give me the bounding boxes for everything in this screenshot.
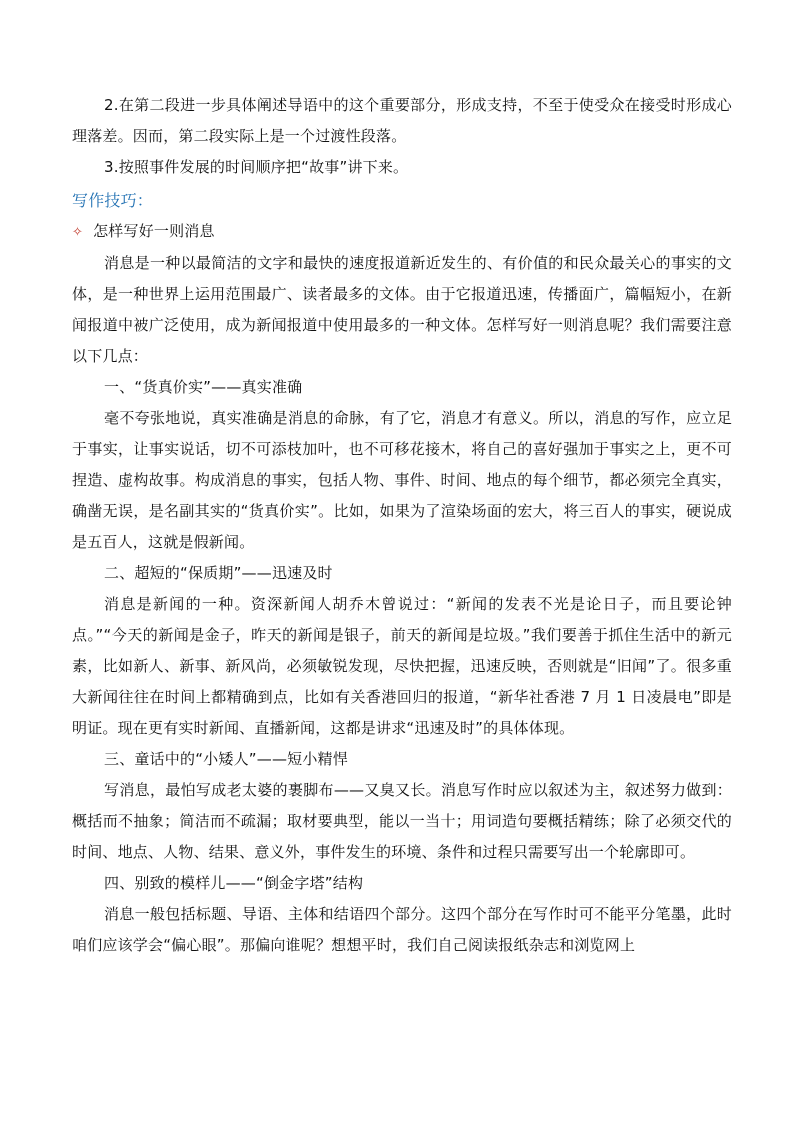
point-heading-2: 二、超短的“保质期”——迅速及时 [104,564,333,582]
paragraph-step-3: 3.按照事件发展的时间顺序把“故事”讲下来。 [104,158,409,176]
document-body [72,90,732,961]
intro-paragraph: 消息是一种以最简洁的文字和最快的速度报道新近发生的、有价值的和民众最关心的事实的文体，是一种世界上运用范围最广、读者最多的文体。由于它报道迅速，传播面广，篇幅短小，在新闻报道中被广泛使用，成为新闻报道中使用最多的一种文体。怎样写好一则消息呢？我们需要注意以下几点： [72,254,732,365]
point-heading-3: 三、童话中的“小矮人”——短小精悍 [104,750,348,768]
diamond-icon: ✧ [72,225,84,240]
point-body-2: 消息是新闻的一种。资深新闻人胡乔木曾说过：“新闻的发表不光是论日子，而且要论钟点。”“今天的新闻是金子，昨天的新闻是银子，前天的新闻是垃圾。”我们要善于抓住生活中的新元素，比如新人、新事、新风尚，必须敏锐发现，尽快把握，迅速反映，否则就是“旧闻”了。很多重大新闻往往在时间上都精确到点，比如有关香港回归的报道，“新华社香港 7 月 1 日凌晨电”即是明证。现在更有实时新闻、直播新闻，这都是讲求“迅速及时”的具体体现。 [72,595,732,737]
point-body-1: 毫不夸张地说，真实准确是消息的命脉，有了它，消息才有意义。所以，消息的写作，应立足于事实，让事实说话，切不可添枝加叶，也不可移花接木，将自己的喜好强加于事实之上，更不可捏造、虚构故事。构成消息的事实，包括人物、事件、时间、地点的每个细节，都必须完全真实，确凿无误，是名副其实的“货真价实”。比如，如果为了渲染场面的宏大，将三百人的事实，硬说成是五百人，这就是假新闻。 [72,409,732,551]
point-body-3: 写消息，最怕写成老太婆的裹脚布——又臭又长。消息写作时应以叙述为主，叙述努力做到：概括而不抽象；简洁而不疏漏；取材要典型，能以一当十；用词造句要概括精练；除了必须交代的时间、地点、人物、结果、意义外，事件发生的环境、条件和过程只需要写出一个轮廓即可。 [72,781,732,861]
subsection-title-text: 怎样写好一则消息 [93,222,215,240]
point-body-4: 消息一般包括标题、导语、主体和结语四个部分。这四个部分在写作时可不能平分笔墨，此时咱们应该学会“偏心眼”。那偏向谁呢？想想平时，我们自己阅读报纸杂志和浏览网上 [72,905,732,954]
point-heading-1: 一、“货真价实”——真实准确 [104,378,303,396]
point-heading-4: 四、别致的模样儿——“倒金字塔”结构 [104,874,364,892]
section-title: 写作技巧： [72,191,154,210]
subsection-title [72,216,732,248]
paragraph-step-2: 2.在第二段进一步具体阐述导语中的这个重要部分，形成支持，不至于使受众在接受时形成心理落差。因而，第二段实际上是一个过渡性段落。 [72,96,732,145]
